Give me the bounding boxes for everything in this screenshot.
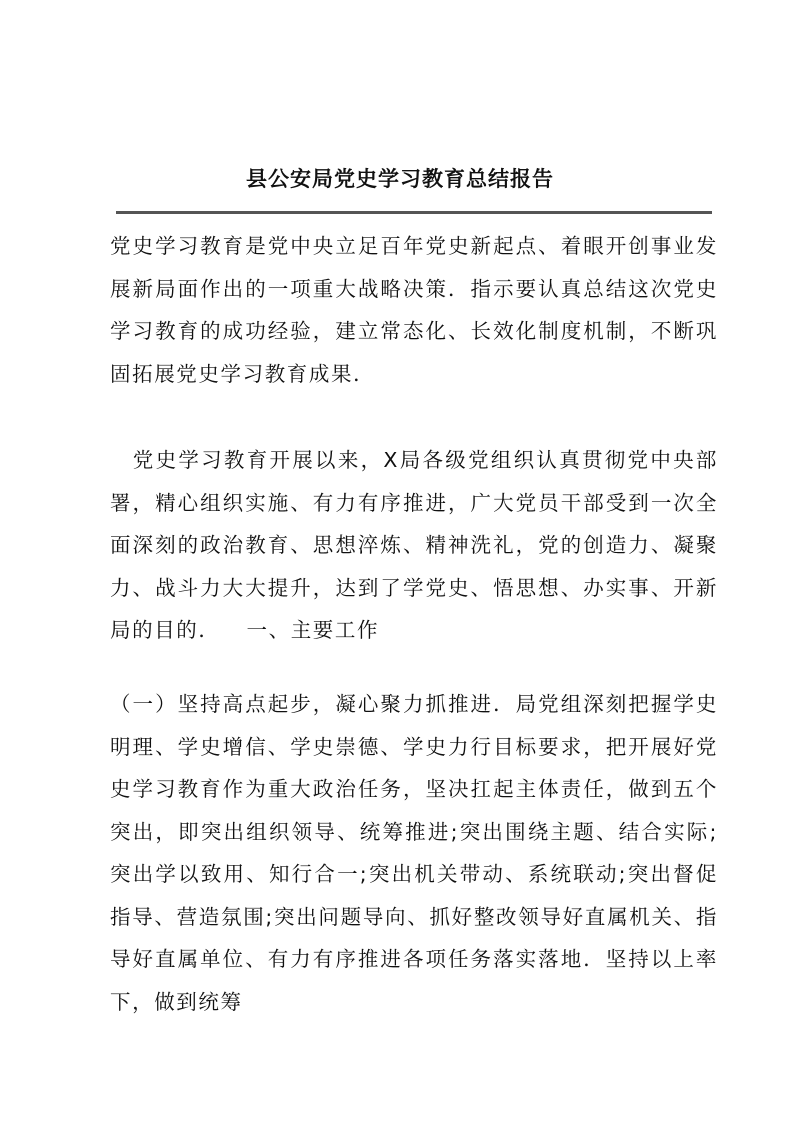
paragraph-overview (110, 439, 718, 652)
paragraph-overview-text: 党史学习教育开展以来，X局各级党组织认真贯彻党中央部署，精心组织实施、有力有序推进，广大党员干部受到一次全面深刻的政治教育、思想淬炼、精神洗礼，党的创造力、凝聚力、战斗力大大提升，达到了学党史、悟思想、办实事、开新局的目的． (110, 448, 718, 642)
section-heading-main-work: 一、主要工作 (246, 618, 380, 642)
title-divider (116, 211, 712, 214)
paragraph-intro: 党史学习教育是党中央立足百年党史新起点、着眼开创事业发展新局面作出的一项重大战略决策．指示要认真总结这次党史学习教育的成功经验，建立常态化、长效化制度机制，不断巩固拓展党史学习教育成果． (110, 234, 718, 386)
document-title: 县公安局党史学习教育总结报告 (246, 166, 554, 191)
paragraph-section-one: （一）坚持高点起步，凝心聚力抓推进．局党组深刻把握学史明理、学史增信、学史崇德、学史力行目标要求，把开展好党史学习教育作为重大政治任务，坚决扛起主体责任，做到五个突出，即突出组织领导、统筹推进;突出围绕主题、结合实际;突出学以致用、知行合一;突出机关带动、系统联动;突出督促指导、营造氛围;突出问题导向、抓好整改领导好直属机关、指导好直属单位、有力有序推进各项任务落实落地．坚持以上率下，做到统筹 (110, 692, 718, 1014)
